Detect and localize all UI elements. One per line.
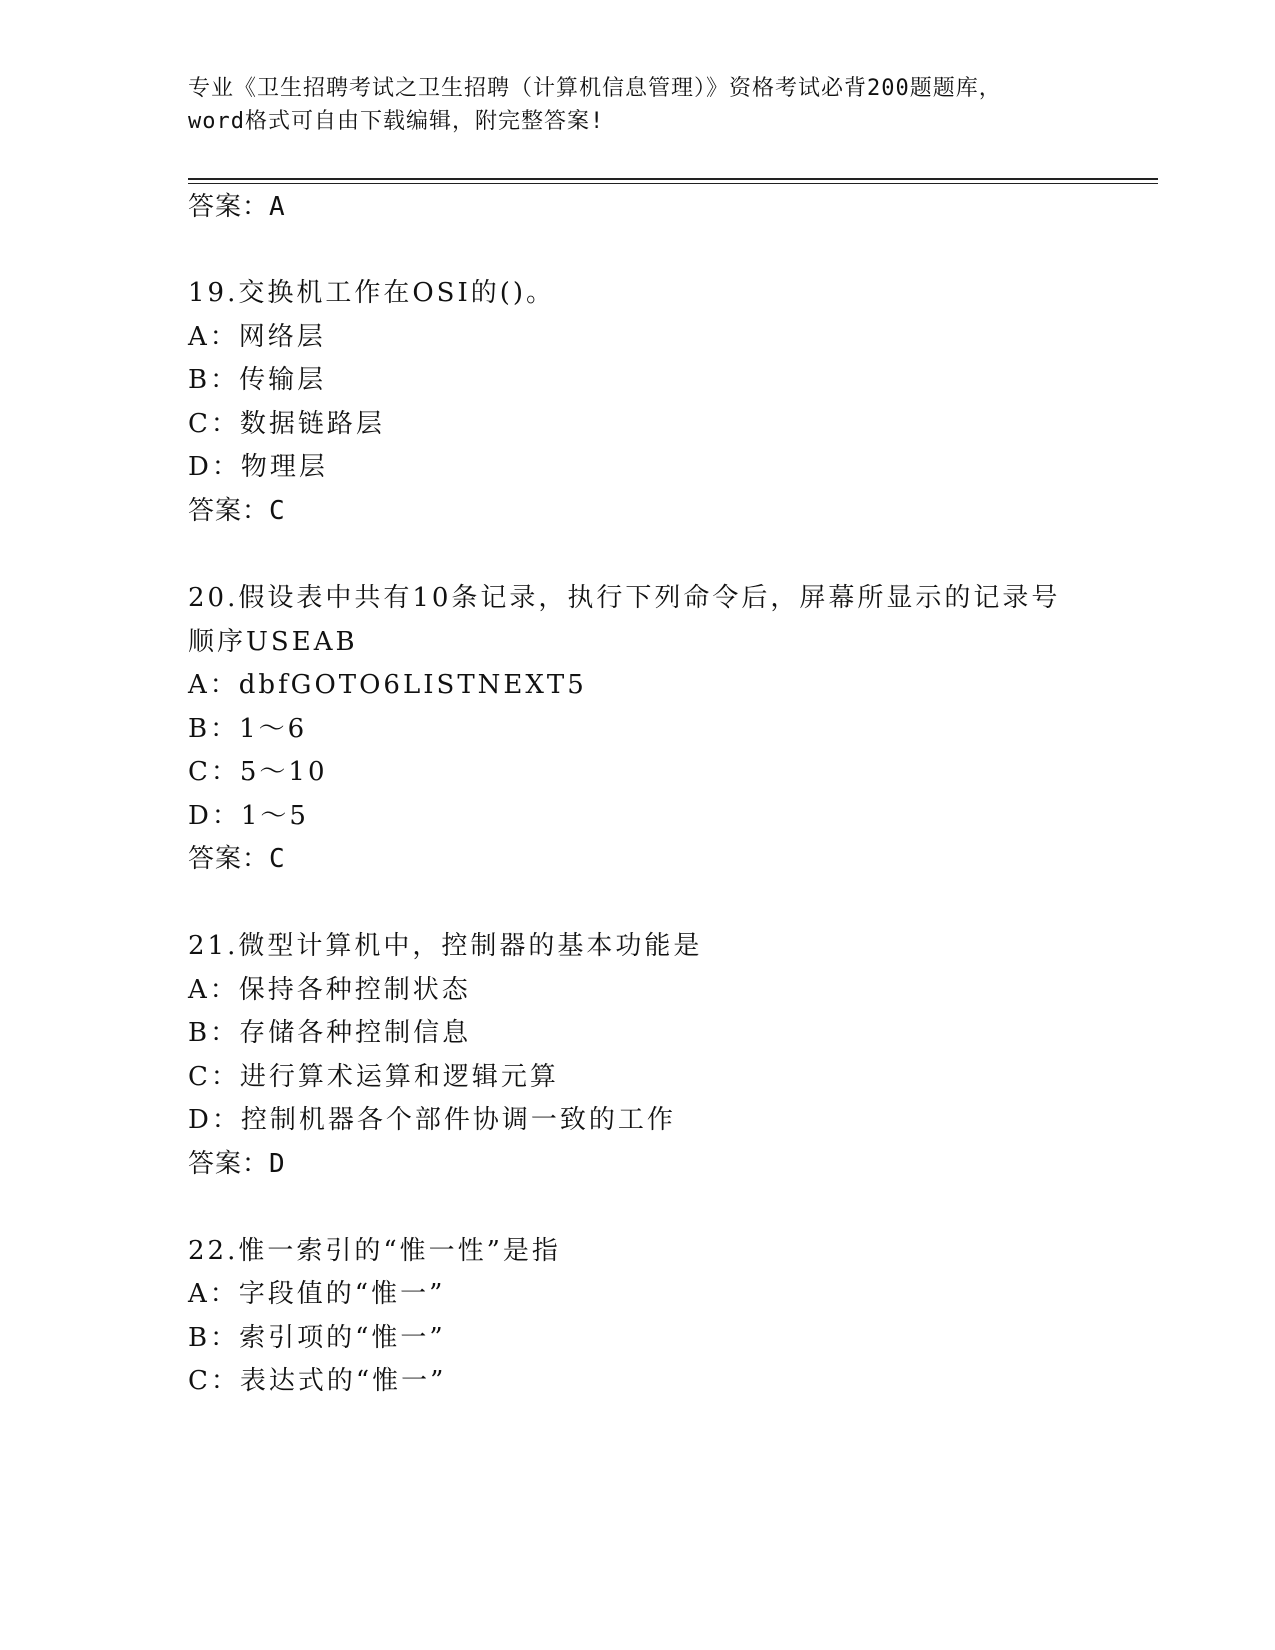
question-19-answer: 答案：C: [188, 496, 286, 526]
question-19-option-a: A：网络层: [188, 322, 326, 352]
document-header: [188, 72, 1088, 138]
previous-answer: 答案：A: [188, 192, 286, 222]
question-21-option-b: B：存储各种控制信息: [188, 1018, 472, 1048]
question-20-option-a: A：dbfGOTO6LISTNEXT5: [188, 670, 587, 700]
header-line-2: word格式可自由下载编辑，附完整答案!: [188, 109, 605, 134]
question-20-option-c: C：5～10: [188, 757, 328, 787]
question-19-option-c: C：数据链路层: [188, 409, 385, 439]
question-21-stem: 21.微型计算机中，控制器的基本功能是: [188, 931, 703, 961]
question-19-stem: 19.交换机工作在OSI的()。: [188, 278, 556, 308]
question-19-option-b: B：传输层: [188, 365, 327, 395]
question-21-option-c: C：进行算术运算和逻辑元算: [188, 1062, 559, 1092]
question-22-option-b: B：索引项的“惟一”: [188, 1323, 446, 1353]
question-20-stem-line-2: 顺序USEAB: [188, 627, 358, 657]
question-20-stem-line-1: 20.假设表中共有10条记录，执行下列命令后，屏幕所显示的记录号: [188, 583, 1061, 613]
question-21-option-a: A：保持各种控制状态: [188, 975, 471, 1005]
question-20-answer: 答案：C: [188, 844, 286, 874]
header-divider: [188, 178, 1158, 184]
question-22-option-c: C：表达式的“惟一”: [188, 1366, 447, 1396]
question-22-option-a: A：字段值的“惟一”: [188, 1279, 446, 1309]
question-22-stem: 22.惟一索引的“惟一性”是指: [188, 1236, 561, 1266]
question-19-option-d: D：物理层: [188, 452, 328, 482]
question-20-option-b: B：1～6: [188, 714, 308, 744]
question-21-answer: 答案：D: [188, 1149, 286, 1179]
question-20-option-d: D：1～5: [188, 801, 309, 831]
header-line-1: 专业《卫生招聘考试之卫生招聘（计算机信息管理）》资格考试必背200题题库，: [188, 76, 1002, 101]
question-21-option-d: D：控制机器各个部件协调一致的工作: [188, 1105, 676, 1135]
